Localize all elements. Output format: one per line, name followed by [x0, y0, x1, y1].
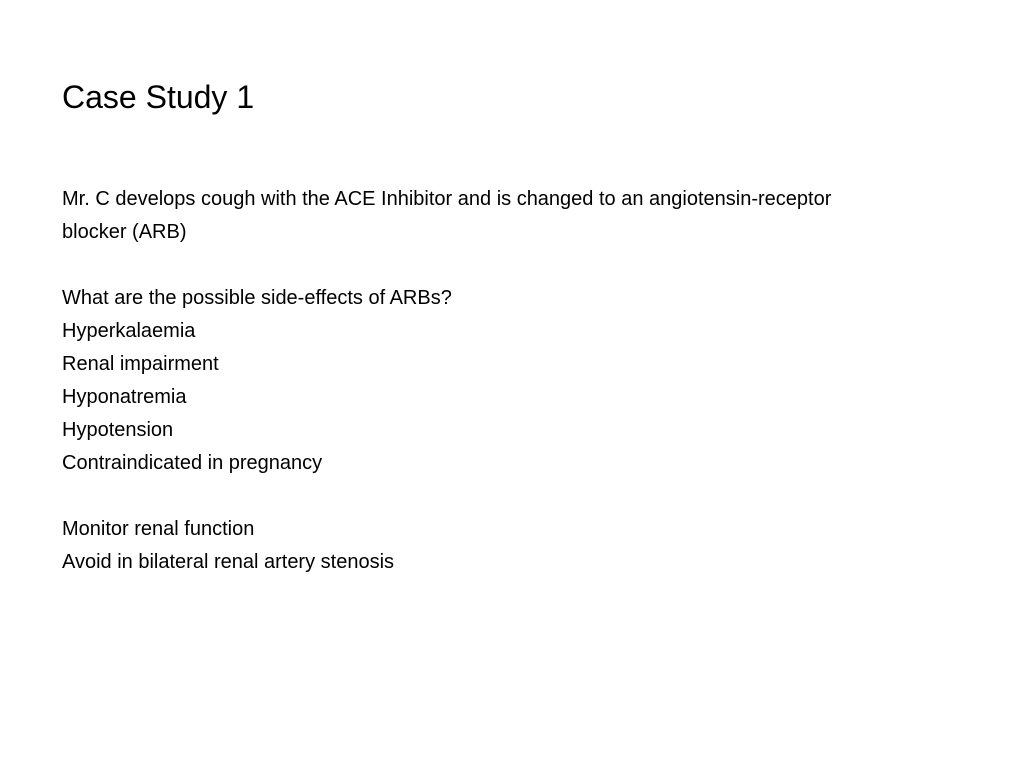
slide-title: Case Study 1 — [62, 79, 255, 115]
side-effect-item: Hyponatremia — [62, 386, 187, 408]
advice-item: Avoid in bilateral renal artery stenosis — [62, 551, 395, 573]
side-effect-item: Hypotension — [62, 419, 174, 441]
advice-item: Monitor renal function — [62, 518, 255, 540]
spacer — [62, 249, 962, 282]
intro-text-line-1: Mr. C develops cough with the ACE Inhibitor and is changed to an angiotensin-receptor — [62, 188, 832, 210]
question-text: What are the possible side-effects of ARBs? — [62, 287, 452, 309]
side-effect-item: Contraindicated in pregnancy — [62, 452, 323, 474]
spacer — [62, 480, 962, 513]
side-effect-item: Renal impairment — [62, 353, 219, 375]
slide-body — [62, 183, 962, 579]
intro-text-line-2: blocker (ARB) — [62, 221, 187, 243]
side-effect-item: Hyperkalaemia — [62, 320, 196, 342]
